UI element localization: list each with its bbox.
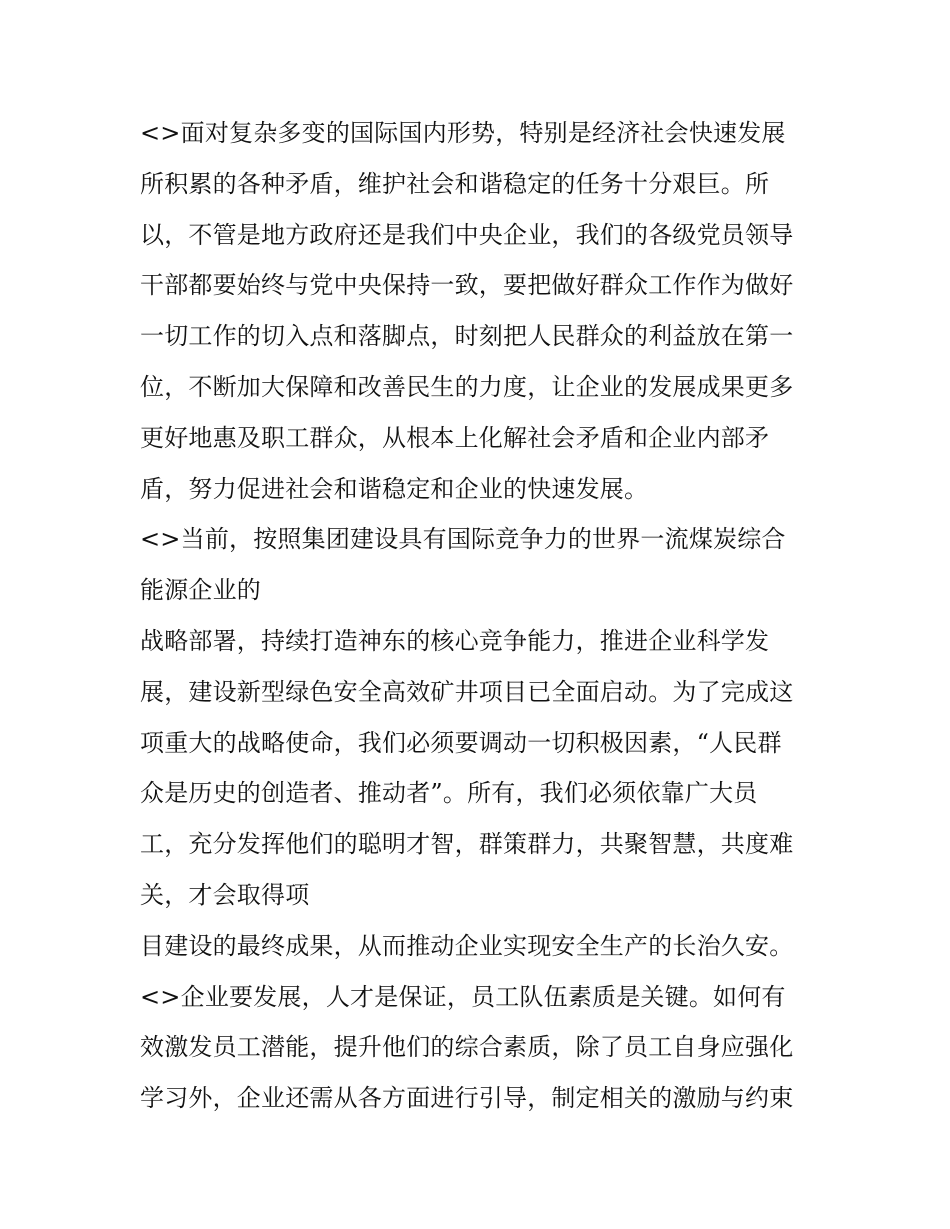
text-line: 位，不断加大保障和改善民生的力度，让企业的发展成果更多 [140,372,794,401]
text-line: 更好地惠及职工群众，从根本上化解社会矛盾和企业内部矛 [140,423,770,452]
text-line: 展，建设新型绿色安全高效矿井项目已全面启动。为了完成这 [140,677,794,706]
text-line: 众是历史的创造者、推动者”。所有，我们必须依靠广大员 [140,779,758,808]
text-line: <>当前，按照集团建设具有国际竞争力的世界一流煤炭综合 [140,525,786,554]
text-line: 所积累的各种矛盾，维护社会和谐稳定的任务十分艰巨。所 [140,169,770,198]
text-line: 能源企业的 [140,576,261,605]
text-line: <>面对复杂多变的国际国内形势，特别是经济社会快速发展 [140,119,786,147]
text-line: 一切工作的切入点和落脚点，时刻把人民群众的利益放在第一 [140,322,794,351]
text-line: <>企业要发展，人才是保证，员工队伍素质是关键。如何有 [140,982,786,1011]
text-line: 目建设的最终成果，从而推动企业实现安全生产的长治久安。 [140,931,794,960]
document-body [140,108,830,1124]
text-line: 效激发员工潜能，提升他们的综合素质，除了员工自身应强化 [140,1033,794,1062]
text-line: 盾，努力促进社会和谐稳定和企业的快速发展。 [140,474,649,503]
text-line: 干部都要始终与党中央保持一致，要把做好群众工作作为做好 [140,271,794,300]
text-line: 以，不管是地方政府还是我们中央企业，我们的各级党员领导 [140,220,794,249]
text-line: 关，才会取得项 [140,880,310,909]
text-line: 学习外，企业还需从各方面进行引导，制定相关的激励与约束 [140,1084,794,1113]
text-line: 项重大的战略使命，我们必须要调动一切积极因素，“人民群 [140,728,782,757]
text-line: 工，充分发挥他们的聪明才智，群策群力，共聚智慧，共度难 [140,830,794,859]
text-line: 战略部署，持续打造神东的核心竞争能力，推进企业科学发 [140,626,770,655]
